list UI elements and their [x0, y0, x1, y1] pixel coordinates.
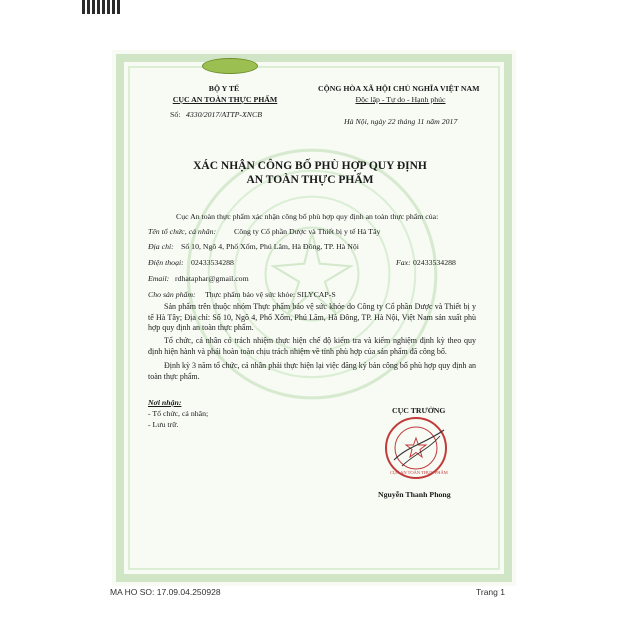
address-label: Địa chỉ: [148, 242, 174, 251]
vfa-logo [202, 58, 258, 74]
document-title-line1: XÁC NHẬN CÔNG BỐ PHÙ HỢP QUY ĐỊNH [193, 160, 427, 172]
qr-code [82, 0, 122, 14]
signatory-name: Nguyễn Thanh Phong [378, 490, 451, 499]
recipient-item: - Lưu trữ. [148, 420, 179, 429]
intro-text: Cục An toàn thực phẩm xác nhận công bố phù hợp quy định an toàn thực phẩm của: [176, 212, 439, 221]
email-value: rdhataphar@gmail.com [175, 274, 249, 283]
product-label: Cho sản phẩm: [148, 290, 196, 299]
recipient-item: - Tổ chức, cá nhân; [148, 409, 209, 418]
org-label: Tên tổ chức, cá nhân: [148, 227, 217, 236]
org-value: Công ty Cổ phần Dược và Thiết bị y tế Hà Tây [234, 227, 381, 236]
product-value: Thực phẩm bảo vệ sức khỏe: SILYCAP-S [205, 290, 336, 299]
recipients-title: Nơi nhận: [148, 398, 182, 407]
doc-number: 4330/2017/ATTP-XNCB [186, 110, 262, 119]
email-label: Email: [148, 274, 170, 283]
phone-label: Điện thoại: [148, 258, 184, 267]
national-motto: Độc lập - Tự do - Hạnh phúc [355, 95, 446, 104]
country-name: CỘNG HÒA XÃ HỘI CHỦ NGHĨA VIỆT NAM [318, 84, 480, 93]
page-number: Trang 1 [476, 587, 505, 597]
document-title-line2: AN TOÀN THỰC PHẨM [246, 174, 374, 186]
paragraph-renewal: Định kỳ 3 năm tổ chức, cá nhân phải thực hiện lại việc đăng ký bản công bố phù hợp quy định an toàn thực phẩm. [148, 361, 476, 381]
doc-number-label: Số: [170, 110, 181, 119]
ministry-name: BỘ Y TẾ [208, 84, 240, 93]
paragraph-responsibility: Tổ chức, cá nhân có trách nhiệm thực hiện chế độ kiểm tra và kiểm nghiệm định kỳ theo quy định hiện hành và phải hoàn toàn chịu trách nhiệm về tính phù hợp của sản phẩm đã công bố. [148, 336, 476, 356]
fax-value: 02433534288 [413, 258, 456, 267]
fax-label: Fax: [396, 258, 411, 267]
seal-text: CỤC AN TOÀN THỰC PHẨM [390, 470, 448, 475]
address-value: Số 10, Ngõ 4, Phố Xốm, Phú Lãm, Hà Đông, TP. Hà Nội [181, 242, 359, 251]
phone-value: 02433534288 [191, 258, 234, 267]
issue-date: Hà Nội, ngày 22 tháng 11 năm 2017 [344, 117, 458, 126]
record-code: MA HO SO: 17.09.04.250928 [110, 587, 221, 597]
signatory-position: CỤC TRƯỞNG [392, 406, 446, 415]
department-name: CỤC AN TOÀN THỰC PHẨM [172, 95, 278, 104]
paragraph-product-conformity: Sản phẩm trên thuộc nhóm Thực phẩm bảo vệ sức khỏe do Công ty Cổ phần Dược và Thiết bị y tế Hà Tây; Địa chỉ: Số 10, Ngõ 4, Phố Xốm, Phú Lãm, Hà Đông, TP. Hà Nội, Việt Nam sản xuất phù hợp quy định an toàn thực phẩm. [148, 302, 476, 332]
